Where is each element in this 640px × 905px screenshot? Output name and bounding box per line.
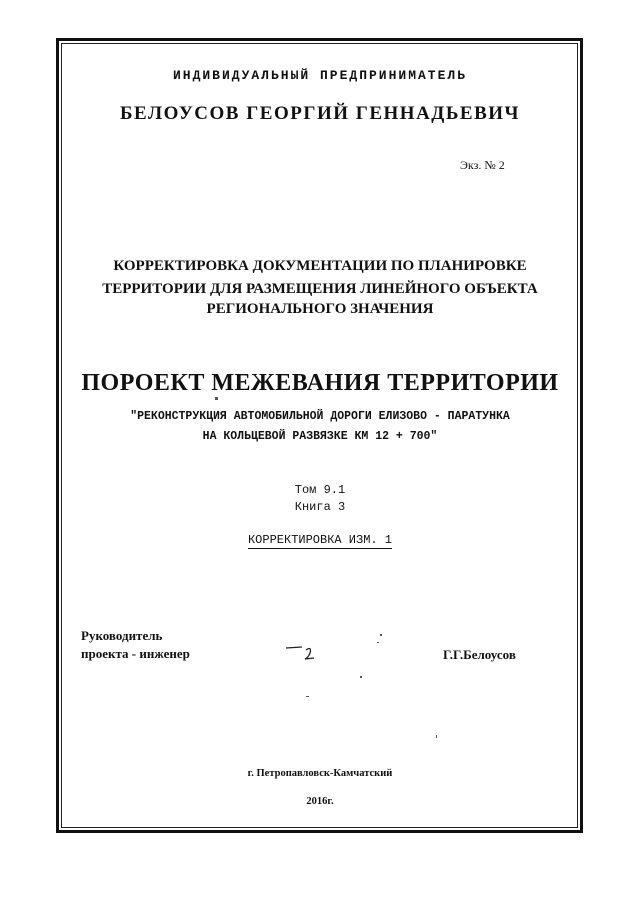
entrepreneur-name: БЕЛОУСОВ ГЕОРГИЙ ГЕННАДЬЕВИЧ	[119, 103, 520, 124]
signer-role-line: Руководитель	[81, 628, 163, 643]
print-speck	[215, 397, 218, 400]
print-speck	[436, 735, 437, 738]
copy-number: Экз. № 2	[460, 158, 505, 172]
organization-type: ИНДИВИДУАЛЬНЫЙ ПРЕДПРИНИМАТЕЛЬ	[172, 68, 468, 83]
print-speck	[306, 696, 309, 697]
main-title: ПОРОЕКТ МЕЖЕВАНИЯ ТЕРРИТОРИИ	[81, 370, 559, 396]
document-title-line: ТЕРРИТОРИИ ДЛЯ РАЗМЕЩЕНИЯ ЛИНЕЙНОГО ОБЪЕКТА	[102, 281, 538, 297]
project-subtitle-line: "РЕКОНСТРУКЦИЯ АВТОМОБИЛЬНОЙ ДОРОГИ ЕЛИЗОВО - ПАРАТУНКА	[130, 410, 510, 423]
print-speck	[380, 634, 382, 636]
print-speck	[360, 676, 362, 678]
project-subtitle-line: НА КОЛЬЦЕВОЙ РАЗВЯЗКЕ КМ 12 + 700"	[202, 430, 438, 443]
revision-label	[0, 533, 640, 547]
volume-number: Том 9.1	[294, 483, 346, 497]
handwritten-signature	[284, 640, 324, 664]
book-number: Книга 3	[294, 500, 346, 514]
signer-role-line: проекта - инженер	[81, 646, 190, 661]
revision-text: КОРРЕКТИРОВКА ИЗМ. 1	[247, 533, 393, 547]
city: г. Петропавловск-Камчатский	[247, 768, 393, 779]
document-title-line: РЕГИОНАЛЬНОГО ЗНАЧЕНИЯ	[206, 301, 434, 317]
signer-name: Г.Г.Белоусов	[443, 647, 516, 662]
document-title-line: КОРРЕКТИРОВКА ДОКУМЕНТАЦИИ ПО ПЛАНИРОВКЕ	[113, 258, 527, 274]
print-speck	[377, 642, 379, 643]
year: 2016г.	[306, 796, 334, 807]
